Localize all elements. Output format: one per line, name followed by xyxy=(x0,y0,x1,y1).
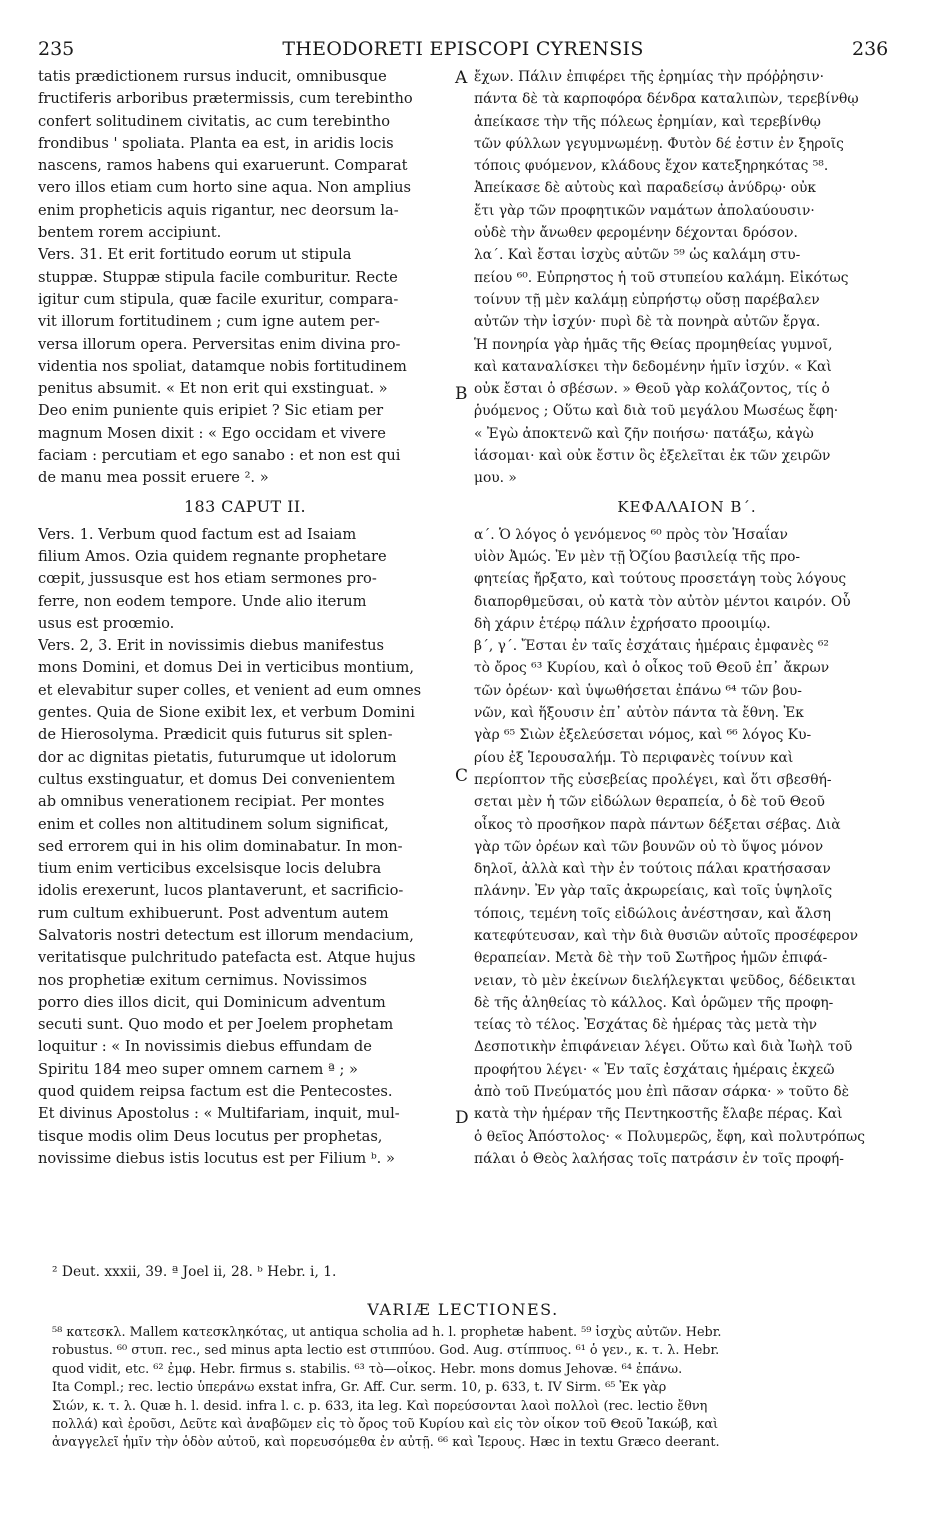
text-line: νειαν, τὸ μὲν ἐκείνων διελήλεγκται ψεῦδος, δέδεικται xyxy=(474,972,857,989)
text-line: versa illorum opera. Perversitas enim divina pro- xyxy=(38,335,401,353)
text-line: ἔχων. Πάλιν ἐπιφέρει τῆς ἐρημίας τὴν πρόῤῥησιν· xyxy=(474,69,825,85)
text-line: nos prophetiæ exitum cernimus. Novissimos xyxy=(38,971,368,989)
greek-chapter-heading: ΚΕΦΑΛΑΙΟΝ Β΄. xyxy=(617,497,757,516)
text-line: frondibus ' spoliata. Planta ea est, in aridis locis xyxy=(38,134,394,152)
text-line: et elevabitur super colles, et venient ad eum omnes xyxy=(38,681,422,699)
text-line: τὸ ὄρος ⁶³ Κυρίου, καὶ ὁ οἶκος τοῦ Θεοῦ ἐπ᾽ ἄκρων xyxy=(474,660,830,677)
text-line: Deo enim puniente quis eripiet ? Sic etiam per xyxy=(38,402,384,420)
text-line: Ἀπείκασε δὲ αὐτοὺς καὶ παραδείσῳ ἀνύδρῳ· οὐκ xyxy=(474,180,817,197)
text-line: νῶν, καὶ ἥξουσιν ἐπ᾽ αὐτὸν πάντα τὰ ἔθνη. Ἐκ xyxy=(474,705,804,722)
text-line: οἶκος τὸ προσῆκον παρὰ πάντων δέξεται σέβας. Διὰ xyxy=(474,816,841,833)
running-title: THEODORETI EPISCOPI CYRENSIS xyxy=(282,38,644,60)
text-line: dor ac dignitas pietatis, futurumque ut idolorum xyxy=(38,748,397,766)
text-line: α΄. Ὁ λόγος ὁ γενόμενος ⁶⁰ πρὸς τὸν Ἡσαΐαν xyxy=(474,526,788,543)
margin-marker-a: A xyxy=(455,68,468,88)
text-line: λα΄. Καὶ ἔσται ἰσχὺς αὐτῶν ⁵⁹ ὡς καλάμη στυ- xyxy=(474,247,801,264)
latin-column xyxy=(38,66,452,1170)
text-line: ferre, non eodem tempore. Unde alio iterum xyxy=(38,592,367,610)
page-number-left: 235 xyxy=(38,38,75,60)
greek-text-block-1 xyxy=(474,66,900,490)
text-line: de manu mea possit eruere ². » xyxy=(38,469,269,487)
text-line: novissime diebus istis locutus est per Filium ᵇ. » xyxy=(38,1149,395,1167)
variae-line: ἀναγγελεῖ ἡμῖν τὴν ὁδὸν αὐτοῦ, καὶ πορευσόμεθα ἐν αὐτῇ. ⁶⁶ καὶ Ἱερους. Hæc in textu Græco deerant. xyxy=(52,1435,720,1451)
text-line: gentes. Quia de Sione exibit lex, et verbum Domini xyxy=(38,704,415,722)
text-line: σεται μὲν ἡ τῶν εἰδώλων θεραπεία, ὁ δὲ τοῦ Θεοῦ xyxy=(474,794,825,811)
text-line: ὁ θεῖος Ἀπόστολος· « Πολυμερῶς, ἔφη, καὶ πολυτρόπως xyxy=(474,1128,865,1145)
text-line: Ἡ πονηρία γὰρ ἡμᾶς τῆς Θείας προμηθείας γυμνοῖ, xyxy=(474,336,833,353)
text-line: μου. » xyxy=(474,470,517,487)
variae-line: Ita Compl.; rec. lectio ὑπεράνω exstat infra, Gr. Aff. Cur. serm. 10, p. 633, t. IV Sirm. ⁶⁵ Ἐκ γὰρ xyxy=(52,1380,667,1396)
text-line: tium enim verticibus excelsisque locis delubra xyxy=(38,860,382,878)
text-line: sed errorem qui in his olim dominabatur. In mon- xyxy=(38,837,403,855)
text-line: nascens, ramos habens qui exaruerunt. Comparat xyxy=(38,157,408,175)
text-line: tisque modis olim Deus locutus per prophetas, xyxy=(38,1127,383,1145)
text-line: vit illorum fortitudinem ; cum igne autem per- xyxy=(38,313,380,331)
text-line: ἀπὸ τοῦ Πνεύματός μου ἐπὶ πᾶσαν σάρκα· » τοῦτο δὲ xyxy=(474,1084,850,1101)
text-line: porro dies illos dicit, qui Dominicum adventum xyxy=(38,993,386,1011)
text-line: Δεσποτικὴν ἐπιφάνειαν λέγει. Οὕτω καὶ διὰ Ἰωὴλ τοῦ xyxy=(474,1039,853,1056)
text-line: κατεφύτευσαν, καὶ τὴν διὰ θυσιῶν αὐτοῖς προσέφερον xyxy=(474,927,859,944)
text-line: διαπορθμεῦσαι, οὐ κατὰ τὸν αὐτὸν μέντοι καιρόν. Οὗ xyxy=(474,593,851,610)
text-line: ab omnibus venerationem recipiat. Per montes xyxy=(38,793,385,811)
margin-marker-c: C xyxy=(455,766,469,786)
text-line: faciam : percutiam et ego sanabo : et non est qui xyxy=(38,447,401,465)
text-line: fructiferis arboribus prætermissis, cum terebintho xyxy=(38,90,413,108)
variae-lectiones-title: VARIÆ LECTIONES. xyxy=(367,1300,559,1319)
text-line: ἰάσομαι· καὶ οὐκ ἔστιν ὃς ἐξελεῖται ἐκ τῶν χειρῶν xyxy=(474,448,831,465)
text-line: ῥυόμενος ; Οὕτω καὶ διὰ τοῦ μεγάλου Μωσέως ἔφη· xyxy=(474,403,839,420)
text-line: πείου ⁶⁰. Εὐπρηστος ἡ τοῦ στυπείου καλάμη. Εἰκότως xyxy=(474,269,849,286)
text-line: tatis prædictionem rursus inducit, omnibusque xyxy=(38,68,387,85)
page-number-right: 236 xyxy=(852,38,889,60)
scripture-footnotes: ² Deut. xxxii, 39. ª Joel ii, 28. ᵇ Hebr. i, 1. xyxy=(52,1264,337,1280)
text-line: mons Domini, et domus Dei in verticibus montium, xyxy=(38,659,415,677)
greek-column xyxy=(474,66,900,1170)
text-line: τείας τὸ τέλος. Ἐσχάτας δὲ ἡμέρας τὰς μετὰ τὴν xyxy=(474,1017,818,1034)
text-line: loquitur : « In novissimis diebus effundam de xyxy=(38,1038,372,1056)
text-line: secuti sunt. Quo modo et per Joelem prophetam xyxy=(38,1016,394,1034)
text-line: αὐτῶν τὴν ἰσχύν· πυρὶ δὲ τὰ πονηρὰ αὐτῶν ἔργα. xyxy=(474,314,821,331)
variae-line: robustus. ⁶⁰ στυπ. rec., sed minus apta lectio est στιππύου. God. Aug. στίππυος. ⁶¹ ὁ γεν., κ. τ. λ. Hebr. xyxy=(52,1343,720,1359)
text-line: θεραπείαν. Μετὰ δὲ τὴν τοῦ Σωτῆρος ἡμῶν ἐπιφά- xyxy=(474,950,828,967)
margin-marker-b: B xyxy=(455,384,468,404)
text-line: cœpit, jussusque est hos etiam sermones pro- xyxy=(38,570,377,588)
text-line: Spiritu 184 meo super omnem carnem ª ; » xyxy=(38,1060,358,1078)
latin-chapter-heading: 183 CAPUT II. xyxy=(183,496,307,516)
text-line: ἀπείκασε τὴν τῆς πόλεως ἐρημίαν, καὶ τερεβίνθῳ xyxy=(474,113,821,130)
text-line: κατὰ τὴν ἡμέραν τῆς Πεντηκοστῆς ἔλαβε πέρας. Καὶ xyxy=(474,1106,843,1123)
text-line: penitus absumit. « Et non erit qui exstinguat. » xyxy=(38,380,388,398)
text-line: ρίου ἐξ Ἱερουσαλήμ. Τὸ περιφανὲς τοίνυν καὶ xyxy=(474,749,794,766)
text-line: τόποις, τεμένη τοῖς εἰδώλοις ἀνέστησαν, καὶ ἄλση xyxy=(474,905,831,922)
text-line: οὐδὲ τὴν ἄνωθεν φερομένην δέχονται δρόσον. xyxy=(474,225,798,242)
variae-line: Σιών, κ. τ. λ. Quæ h. l. desid. infra l. c. p. 633, ita leg. Καὶ πορεύσονται λαοὶ πολλοὶ (rec. lectio ἔθνη xyxy=(52,1398,708,1414)
text-line: bentem rorem accipiunt. xyxy=(38,224,222,242)
text-line: de Hierosolyma. Prædicit quis futurus sit splen- xyxy=(38,726,393,744)
text-line: οὐκ ἔσται ὁ σβέσων. » Θεοῦ γὰρ κολάζοντος, τίς ὁ xyxy=(474,381,830,398)
text-line: τῶν ὀρέων· καὶ ὑψωθήσεται ἐπάνω ⁶⁴ τῶν βου- xyxy=(474,682,802,699)
text-line: enim et colles non altitudinem solum significat, xyxy=(38,815,389,833)
text-line: τῶν φύλλων γεγυμνωμένῃ. Φυτὸν δέ ἐστιν ἐν ξηροῖς xyxy=(474,135,844,152)
text-line: δηλοῖ, ἀλλὰ καὶ τὴν ἐν τούτοις πάλαι κρατήσασαν xyxy=(474,861,831,878)
text-line: β΄, γ΄. Ἔσται ἐν ταῖς ἐσχάταις ἡμέραις ἐμφανὲς ⁶² xyxy=(474,638,829,655)
text-line: καὶ καταναλίσκει τὴν δεδομένην ἡμῖν ἰσχύν. « Καὶ xyxy=(474,358,832,375)
text-line: igitur cum stipula, quæ facile exuritur, compara- xyxy=(38,290,399,308)
text-line: τοίνυν τῇ μὲν καλάμῃ εὐπρήστῳ οὔσῃ παρέβαλεν xyxy=(474,291,820,308)
text-line: Et divinus Apostolus : « Multifariam, inquit, mul- xyxy=(38,1105,400,1123)
text-line: Vers. 2, 3. Erit in novissimis diebus manifestus xyxy=(38,637,384,655)
variae-line: quod vidit, etc. ⁶² ἐμφ. Hebr. firmus s. stabilis. ⁶³ τὸ—οἶκος. Hebr. mons domus Jehovæ. ⁶⁴ ἐπάνω. xyxy=(52,1361,683,1377)
text-line: φητείας ἤρξατο, καὶ τούτους προσετάγη τοὺς λόγους xyxy=(474,571,847,588)
text-line: γὰρ ⁶⁵ Σιὼν ἐξελεύσεται νόμος, καὶ ⁶⁶ λόγος Κυ- xyxy=(474,727,812,744)
greek-text-block-2 xyxy=(474,524,900,1171)
text-line: υἱὸν Ἀμώς. Ἐν μὲν τῇ Ὀζίου βασιλείᾳ τῆς προ- xyxy=(474,548,801,565)
text-line: quod quidem reipsa factum est die Pentecostes. xyxy=(38,1083,393,1101)
text-line: γὰρ τῶν ὀρέων καὶ τῶν βουνῶν οὐ τὸ ὕψος μόνον xyxy=(474,838,824,855)
text-line: περίοπτον τῆς εὐσεβείας προλέγει, καὶ ὅτι σβεσθή- xyxy=(474,771,832,788)
text-line: filium Amos. Ozia quidem regnante prophetare xyxy=(38,547,387,565)
text-line: usus est proœmio. xyxy=(38,614,175,632)
text-line: Vers. 1. Verbum quod factum est ad Isaiam xyxy=(38,525,357,543)
latin-text-block-2 xyxy=(38,524,452,1171)
text-line: δὴ χάριν ἑτέρῳ πάλιν ἐχρήσατο προοιμίῳ. xyxy=(474,615,771,632)
text-line: Salvatoris nostri detectum est illorum mendacium, xyxy=(38,926,414,944)
text-line: τόποις φυόμενον, κλάδους ἔχον κατεξηρηκότας ⁵⁸. xyxy=(474,158,829,175)
text-line: δὲ τῆς ἀληθείας τὸ κάλλος. Καὶ ὁρῶμεν τῆς προφη- xyxy=(474,994,834,1011)
text-line: videntia nos spoliat, datamque nobis fortitudinem xyxy=(38,357,407,375)
variae-lectiones-notes xyxy=(52,1324,892,1453)
text-line: enim propheticis aquis rigantur, nec deorsum la- xyxy=(38,201,399,219)
text-line: vero illos etiam cum horto sine aqua. Non amplius xyxy=(38,179,411,197)
text-line: idolis erexerunt, lucos plantaverunt, et sacrificio- xyxy=(38,882,404,900)
text-line: cultus exstinguatur, et domus Dei convenientem xyxy=(38,770,396,788)
text-line: confert solitudinem civitatis, ac cum terebintho xyxy=(38,112,391,130)
text-line: stuppæ. Stuppæ stipula facile comburitur. Recte xyxy=(38,268,398,286)
text-line: magnum Mosen dixit : « Ego occidam et vivere xyxy=(38,424,386,442)
variae-line: ⁵⁸ κατεσκλ. Mallem κατεσκληκότας, ut antiqua scholia ad h. l. prophetæ habent. ⁵⁹ ἰσχὺς αὐτῶν. Hebr. xyxy=(52,1325,722,1340)
text-line: veritatisque pulchritudo patefacta est. Atque hujus xyxy=(38,949,416,967)
text-line: rum cultum exhibuerunt. Post adventum autem xyxy=(38,904,389,922)
text-line: προφήτου λέγει· « Ἐν ταῖς ἐσχάταις ἡμέραις ἐκχεῶ xyxy=(474,1061,835,1078)
text-line: « Ἐγὼ ἀποκτενῶ καὶ ζῆν ποιήσω· πατάξω, κἀγὼ xyxy=(474,425,814,442)
text-line: ἔτι γὰρ τῶν προφητικῶν ναμάτων ἀπολαύουσιν· xyxy=(474,202,815,219)
text-line: Vers. 31. Et erit fortitudo eorum ut stipula xyxy=(38,246,352,264)
variae-line: πολλά) καὶ ἐροῦσι, Δεῦτε καὶ ἀναβῶμεν εἰς τὸ ὄρος τοῦ Κυρίου καὶ εἰς τὸν οἶκον τοῦ Θεοῦ Ἰακώβ, καὶ xyxy=(52,1416,719,1432)
text-line: πάλαι ὁ Θεὸς λαλήσας τοῖς πατράσιν ἐν τοῖς προφή- xyxy=(474,1150,844,1167)
latin-text-block-1 xyxy=(38,66,452,490)
text-line: πλάνην. Ἐν γὰρ ταῖς ἀκρωρείαις, καὶ τοῖς ὑψηλοῖς xyxy=(474,883,833,900)
text-line: πάντα δὲ τὰ καρποφόρα δένδρα καταλιπὼν, τερεβίνθῳ xyxy=(474,91,859,108)
margin-marker-d: D xyxy=(455,1108,469,1128)
